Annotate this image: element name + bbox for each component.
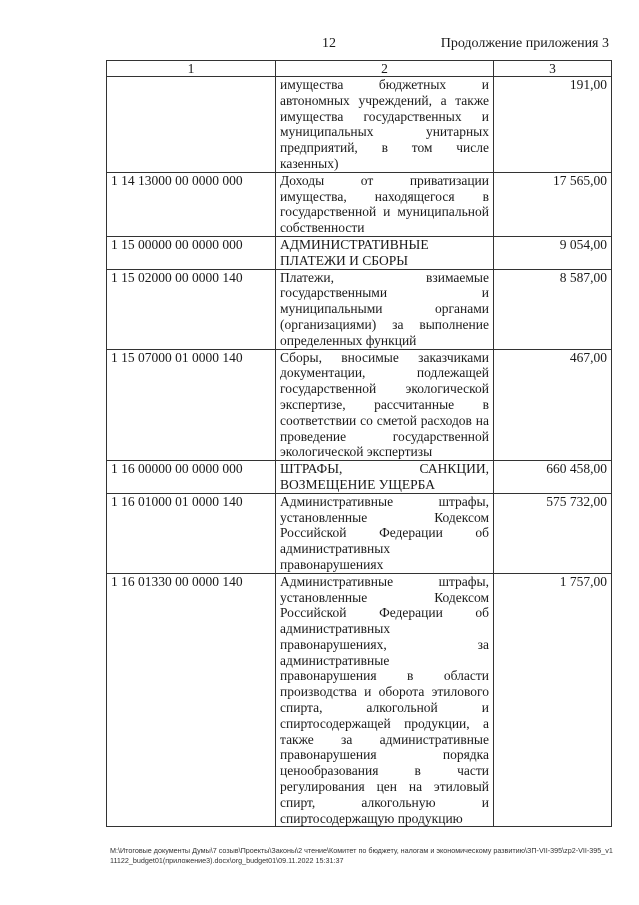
row-code [107, 77, 276, 173]
table-row [107, 573, 612, 827]
row-code: 1 15 02000 00 0000 140 [107, 269, 276, 349]
row-code: 1 15 00000 00 0000 000 [107, 236, 276, 269]
row-name: имущества бюджетных и автономных учреждений, а также имущества государственных и муниципальных унитарных предприятий, в том числе казенных) [276, 77, 494, 173]
row-code: 1 16 00000 00 0000 000 [107, 461, 276, 494]
row-amount: 9 054,00 [494, 236, 612, 269]
row-amount: 1 757,00 [494, 573, 612, 827]
table-row [107, 349, 612, 461]
column-header-amount: 3 [494, 61, 612, 77]
table-row [107, 236, 612, 269]
row-name: АДМИНИСТРАТИВНЫЕ ПЛАТЕЖИ И СБОРЫ [276, 236, 494, 269]
row-code: 1 16 01000 01 0000 140 [107, 493, 276, 573]
row-name: Доходы от приватизации имущества, находящегося в государственной и муниципальной собственности [276, 172, 494, 236]
column-header-name: 2 [276, 61, 494, 77]
row-amount: 467,00 [494, 349, 612, 461]
table-header-row [107, 61, 612, 77]
page-number: 12 [322, 36, 336, 51]
document-file-path-footer: M:\Итоговые документы Думы\7 созыв\Проекты\Законы\2 чтение\Комитет по бюджету, налогам и экономическому развитию\ЗП-VII-395\zp2-VII-395_v111122_budget01(приложение3).docx\org_budget01\09.11.2022 15:31:37 [110, 846, 613, 865]
row-amount: 660 458,00 [494, 461, 612, 494]
table-row [107, 77, 612, 173]
table-row [107, 493, 612, 573]
row-name: Сборы, вносимые заказчиками документации, подлежащей государственной экологической экспертизе, рассчитанные в соответствии со сметой расходов на проведение государственной экологической экспертизы [276, 349, 494, 461]
row-name: Административные штрафы, установленные Кодексом Российской Федерации об административных правонарушениях [276, 493, 494, 573]
table-row [107, 269, 612, 349]
row-amount: 8 587,00 [494, 269, 612, 349]
appendix-continuation-note: Продолжение приложения 3 [440, 36, 609, 51]
row-amount: 17 565,00 [494, 172, 612, 236]
row-code: 1 16 01330 00 0000 140 [107, 573, 276, 827]
row-code: 1 14 13000 00 0000 000 [107, 172, 276, 236]
row-name: Платежи, взимаемые государственными и муниципальными органами (организациями) за выполнение определенных функций [276, 269, 494, 349]
column-header-code: 1 [107, 61, 276, 77]
table-row [107, 172, 612, 236]
row-name: ШТРАФЫ, САНКЦИИ, ВОЗМЕЩЕНИЕ УЩЕРБА [276, 461, 494, 494]
row-amount: 575 732,00 [494, 493, 612, 573]
table-row [107, 461, 612, 494]
row-name: Административные штрафы, установленные Кодексом Российской Федерации об административных правонарушениях, за административные правонарушения в области производства и оборота этилового спирта, алкогольной и спиртосодержащей продукции, а также за административные правонарушения порядка ценообразования в части регулирования цен на этиловый спирт, алкогольную и спиртосодержащую продукцию [276, 573, 494, 827]
budget-revenue-table [106, 60, 612, 827]
row-amount: 191,00 [494, 77, 612, 173]
row-code: 1 15 07000 01 0000 140 [107, 349, 276, 461]
